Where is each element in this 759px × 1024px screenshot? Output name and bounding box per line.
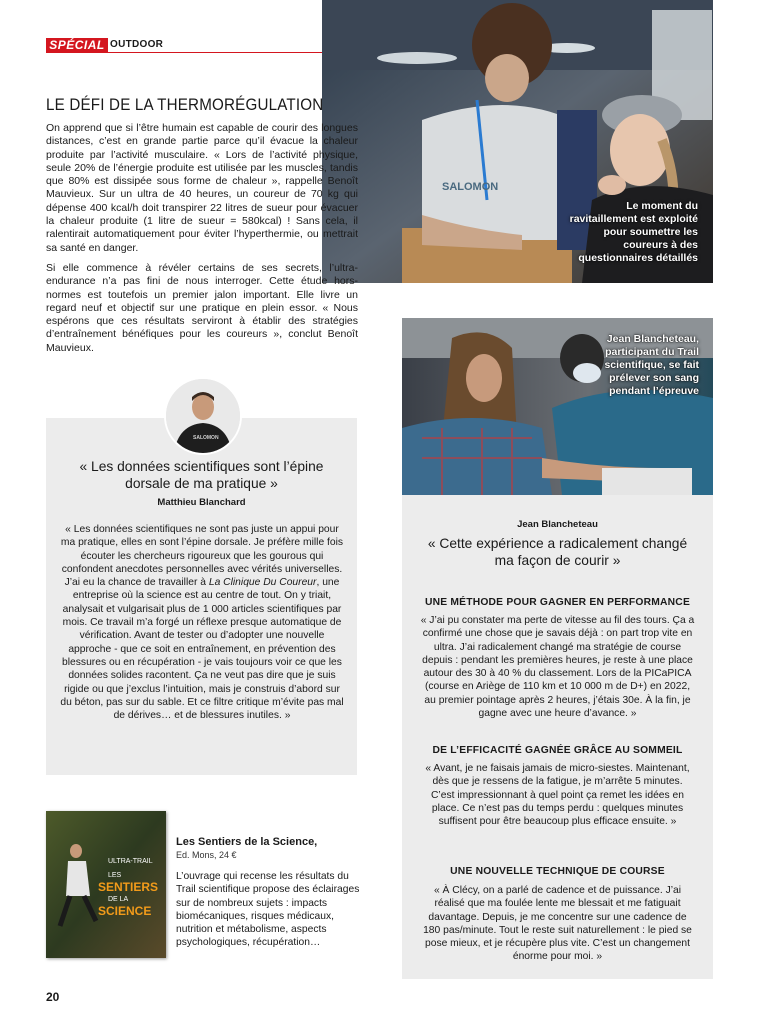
book-cover-line-5: SCIENCE — [98, 904, 152, 918]
avatar-matthieu-blanchard — [164, 377, 242, 455]
magazine-brand-logo: SPÉCIAL — [46, 38, 108, 52]
book-cover-line-3: SENTIERS — [98, 880, 159, 894]
quote-text-part-b: , une entreprise où la science est au centre de tout. On y triait, analysait et vulgarisait plus de 1 000 articles scientifiques par mois. Ce travail m’a forgé un réflexe presque automatique de vérification. Avant de tester ou d’adopter une nouvelle approche - que ce soit en entraînement, en prévention des blessures ou en récupération - je vais toujours voir ce que les données solides racontent. Ça ne veut pas dire que je suis rigide ou que j’exclus l’intuition, mais je construis d’abord sur du béton, pas sur du sable. Et ce filtre critique m’évite pas mal de dérives… et de blessures inutiles. » — [60, 577, 344, 722]
photo-caption-blood-sample: Jean Blancheteau, participant du Trail scientifique, se fait prélever son sang pendant l’épreuve — [604, 333, 699, 397]
page-number: 20 — [46, 990, 60, 1004]
testimony-text-sommeil: « Avant, je ne faisais jamais de micro-siestes. Maintenant, dès que je ressens de la fatigue, je m’arrête 5 minutes. C’est impressionnant à quel point ça remet les idées en place. Ce n’est pas du temps perdu : quelques minutes suffisent pour être beaucoup plus efficace ensuite. » — [425, 763, 690, 828]
book-cover-line-4: DE LA — [108, 896, 129, 903]
book-cover — [46, 811, 166, 958]
photo-caption-ravitaillement: Le moment du ravitaillement est exploité pour soumettre les coureurs à des questionnaires détaillés — [569, 200, 698, 264]
testimony-name: Jean Blancheteau — [517, 519, 598, 530]
testimony-heading-technique: UNE NOUVELLE TECHNIQUE DE COURSE — [450, 866, 665, 877]
section-label: OUTDOOR — [110, 39, 164, 50]
shirt-logo-text: SALOMON — [442, 181, 499, 193]
testimony-heading-performance: UNE MÉTHODE POUR GAGNER EN PERFORMANCE — [424, 597, 691, 608]
avatar-shirt-text: SALOMON — [193, 435, 219, 441]
testimony-text-performance: « J’ai pu constater ma perte de vitesse au fil des tours. Ça a confirmé une chose que je savais déjà : on part trop vite en ultra. J’ai radicalement changé ma stratégie de course depuis : pendant les premières heures, je reste à une place autour des 30 à 40 % du classement. Lors de la PICaPICA (course en Ariège de 110 km et 10 000 m de D+) en 2022, au premier pointage après 2 heures, j’étais 30e. À la fin, je gagne avec une heure d’avance. » — [420, 615, 695, 720]
quote-author-matthieu: Matthieu Blanchard — [157, 497, 246, 508]
testimony-title: « Cette expérience a radicalement changé ma façon de courir » — [427, 536, 688, 568]
book-cover-line-2: LES — [108, 872, 122, 879]
company-name: La Clinique Du Coureur — [208, 577, 317, 589]
header-rule — [46, 52, 322, 53]
book-title: Les Sentiers de la Science, — [176, 836, 318, 848]
quote-title-matthieu: « Les données scientifiques sont l’épine dorsale de ma pratique » — [79, 459, 324, 491]
book-description: L’ouvrage qui recense les résultats du Trail scientifique propose des éclairages sur de nombreux sujets : impacts biomécaniques, risques médicaux, nutrition et métabolisme, aspects psychologiques, récupération… — [176, 871, 360, 949]
article-paragraph-1: On apprend que si l’être humain est capable de courir des longues distances, c’est en grande partie parce qu’il évacue la chaleur produite par l’activité musculaire. « Lors de l’activité physique, seule 20% de l’énergie produite est utilisée par les muscles, tandis que 80% est dissipée sous forme de chaleur », rappelle Benoît Mauvieux. Sur un ultra de 40 heures, un coureur de 70 kg qui dépense 400 kcal/h doit transpirer 22 litres de sueur pour évacuer la chaleur produite (1 litre de sueur = 580kcal) ! Sans cela, il ralentirait automatiquement pour éviter l’hyperthermie, ou mettrait sa santé en danger. — [46, 122, 358, 254]
article-title: LE DÉFI DE LA THERMORÉGULATION — [46, 96, 324, 114]
book-cover-line-1: ULTRA-TRAIL — [108, 858, 153, 865]
testimony-heading-sommeil: DE L’EFFICACITÉ GAGNÉE GRÂCE AU SOMMEIL — [432, 745, 683, 756]
testimony-text-technique: « À Clécy, on a parlé de cadence et de puissance. J’ai réalisé que ma foulée lente me blessait et me fatiguait davantage. Depuis, je me concentre sur une cadence de 180 pas/minute. Tout le reste suit naturellement : le pied se pose mieux, et je récupère plus vite. C’est un changement énorme pour moi. » — [423, 885, 692, 963]
article-paragraph-2: Si elle commence à révéler certains de ses secrets, l’ultra-endurance n’a pas fini de nous interroger. Cette étude hors-normes est toutefois un premier jalon important. Elle livre un regard neuf et objectif sur une pratique en plein essor. « Nous espérons que ces résultats serviront à établir des stratégies d’entraînement bénéfiques pour les coureurs », conclut Benoît Mauvieux. — [46, 262, 358, 354]
quote-text-matthieu — [60, 523, 344, 722]
quote-text-part-a: « Les données scientifiques ne sont pas juste un appui pour ma pratique, elles en sont l’épine dorsale. Je préfère mille fois écouter les chercheurs rigoureux que les gourous qui confondent anecdotes personnelles avec vérités universelles. J’ai eu la chance de travailler à — [60, 524, 344, 589]
book-publisher: Ed. Mons, 24 € — [176, 850, 237, 860]
